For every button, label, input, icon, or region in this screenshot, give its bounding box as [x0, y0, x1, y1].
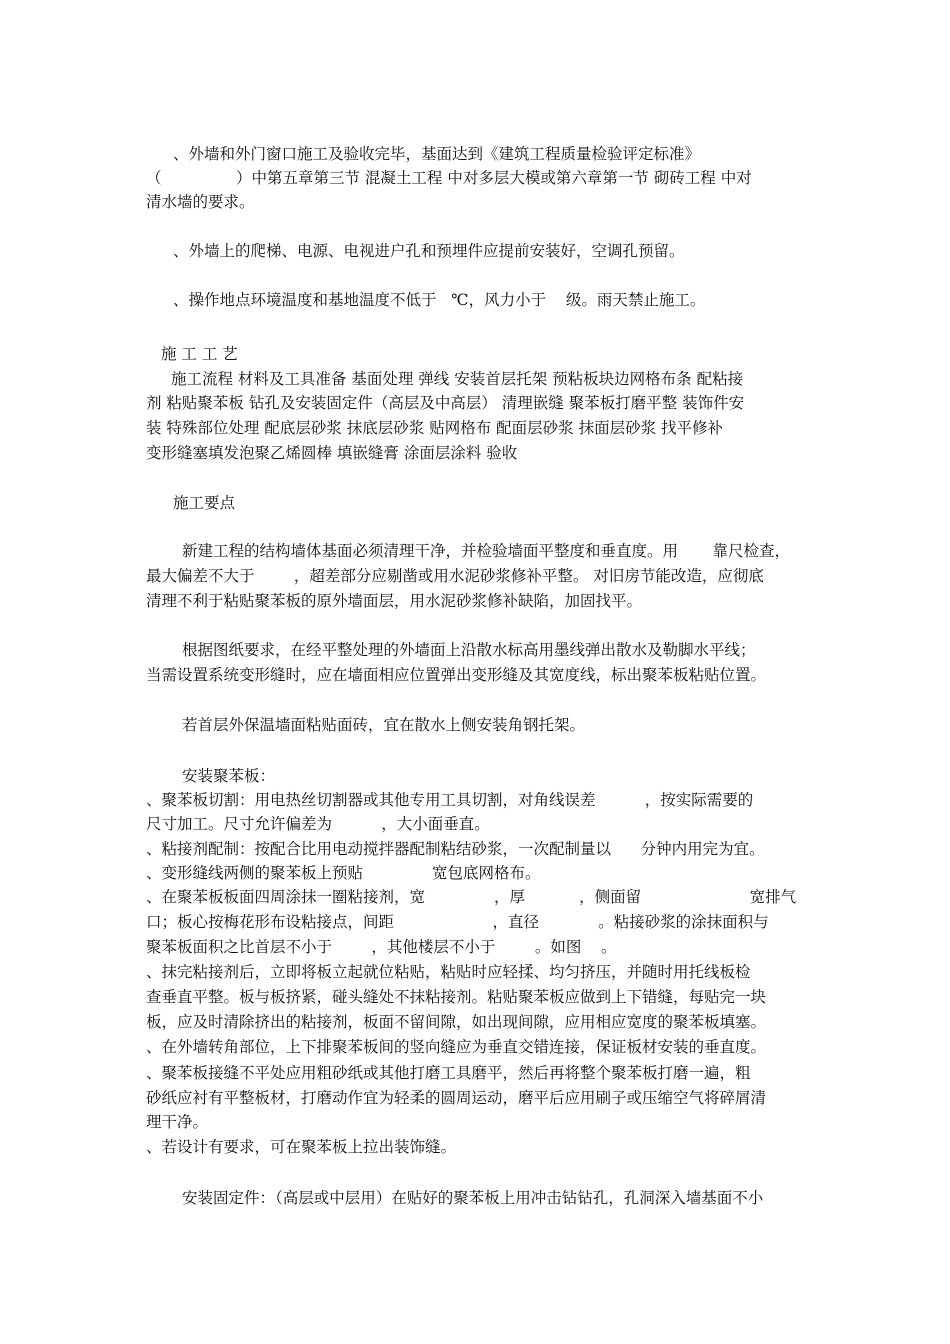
install-line-11: 、在外墙转角部位，上下排聚苯板间的竖向缝应为垂直交错连接，保证板材安装的垂直度。 [146, 1038, 767, 1056]
install-line-5: 、在聚苯板板面四周涂抹一圈粘接剂，宽 ，厚 ，侧面留 宽排气 [146, 888, 797, 906]
para1-line-3: 清理不利于粘贴聚苯板的原外墙面层，用水泥砂浆修补缺陷，加固找平。 [146, 592, 643, 610]
install-line-14: 理干净。 [146, 1113, 209, 1131]
install-heading: 安装聚苯板： [182, 767, 276, 785]
para2-line-2: 当需设置系统变形缝时，应在墙面相应位置弹出变形缝及其宽度线，标出聚苯板粘贴位置。 [146, 666, 767, 684]
para1-line-1: 新建工程的结构墙体基面必须清理干净，并检验墙面平整度和垂直度。用 靠尺检查， [182, 542, 790, 560]
process-flow-line-1: 施工流程 材料及工具准备 基面处理 弹线 安装首层托架 预粘板块边网格布条 配粘接 [171, 370, 744, 388]
para3: 若首层外保温墙面粘贴面砖，宜在散水上侧安装角钢托架。 [182, 716, 586, 734]
prep-item-1-line-3: 清水墙的要求。 [146, 193, 255, 211]
install-line-9: 查垂直平整。板与板挤紧，碰头缝处不抹粘接剂。粘贴聚苯板应做到上下错缝，每贴完一块 [146, 988, 767, 1006]
install-line-7: 聚苯板面积之比首层不小于 ，其他楼层不小于 。如图 。 [146, 938, 617, 956]
process-flow-line-4: 变形缝塞填发泡聚乙烯圆棒 填嵌缝膏 涂面层涂料 验收 [146, 444, 518, 462]
points-heading: 施工要点 [173, 494, 236, 512]
install-line-3: 、粘接剂配制：按配合比用电动搅拌器配制粘结砂浆，一次配制量以 分钟内用完为宜。 [146, 840, 765, 858]
install-line-1: 、聚苯板切割：用电热丝切割器或其他专用工具切割，对角线误差 ，按实际需要的 [146, 791, 754, 809]
install-line-13: 砂纸应衬有平整板材，打磨动作宜为轻柔的圆周运动，磨平后应用刷子或压缩空气将碎屑清 [146, 1089, 767, 1107]
install-line-2: 尺寸加工。尺寸允许偏差为 ，大小面垂直。 [146, 815, 490, 833]
para2-line-1: 根据图纸要求，在经平整处理的外墙面上沿散水标高用墨线弹出散水及勒脚水平线； [182, 641, 756, 659]
process-flow-line-2: 剂 粘贴聚苯板 钻孔及安装固定件（高层及中高层） 清理嵌缝 聚苯板打磨平整 装饰件安 [146, 394, 745, 412]
fixing-paragraph: 安装固定件：（高层或中层用）在贴好的聚苯板上用冲击钻钻孔，孔洞深入墙基面不小 [182, 1189, 764, 1207]
para1-line-2: 最大偏差不大于 ，超差部分应剔凿或用水泥砂浆修补平整。 对旧房节能改造，应彻底 [146, 567, 764, 585]
prep-item-1-line-2b: ）中第五章第三节 混凝土工程 中对多层大模或第六章第一节 砌砖工程 中对 [236, 169, 752, 187]
install-line-4: 、变形缝线两侧的聚苯板上预贴 宽包底网格布。 [146, 864, 541, 882]
install-line-15: 、若设计有要求，可在聚苯板上拉出装饰缝。 [146, 1138, 457, 1156]
prep-item-1-line-1: 、外墙和外门窗口施工及验收完毕，基面达到《建筑工程质量检验评定标准》 [173, 145, 701, 163]
process-flow-line-3: 装 特殊部位处理 配底层砂浆 抹底层砂浆 贴网格布 配面层砂浆 抹面层砂浆 找平修补 [146, 419, 723, 437]
prep-item-1-line-2a: （ [146, 169, 162, 187]
install-line-6: 口；板心按梅花形布设粘接点，间距 ，直径 。粘接砂浆的涂抹面积与 [146, 913, 769, 931]
install-line-12: 、聚苯板接缝不平处应用粗砂纸或其他打磨工具磨平，然后再将整个聚苯板打磨一遍，粗 [146, 1064, 751, 1082]
prep-item-2: 、外墙上的爬梯、电源、电视进户孔和预埋件应提前安装好，空调孔预留。 [173, 242, 685, 260]
install-line-10: 板，应及时清除挤出的粘接剂，板面不留间隙，如出现间隙，应用相应宽度的聚苯板填塞。 [146, 1013, 767, 1031]
process-heading: 施 工 工 艺 [161, 345, 238, 363]
prep-item-3: 、操作地点环境温度和基地温度不低于 ℃，风力小于 级。雨天禁止施工。 [173, 291, 706, 309]
install-line-8: 、抹完粘接剂后，立即将板立起就位粘贴，粘贴时应轻揉、均匀挤压，并随时用托线板检 [146, 963, 751, 981]
